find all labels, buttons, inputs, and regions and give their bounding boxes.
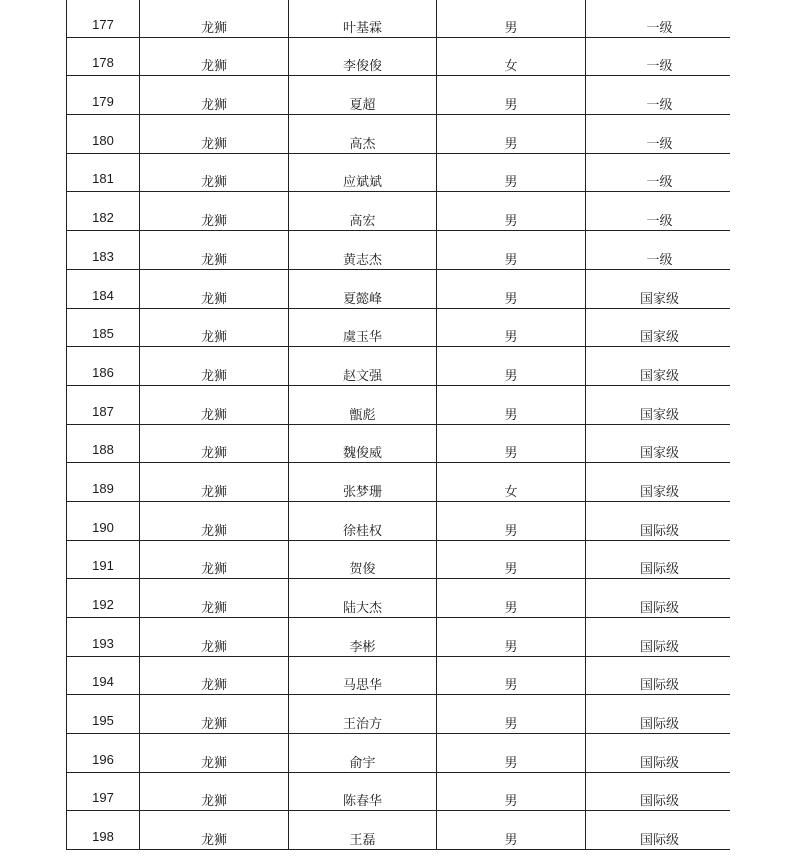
gender-cell	[437, 385, 586, 424]
level-cell	[586, 734, 731, 773]
gender-cell	[437, 269, 586, 308]
row-number-cell	[67, 192, 140, 231]
row-number-cell	[67, 308, 140, 347]
event-cell	[140, 115, 289, 154]
table-row	[67, 811, 731, 850]
row-number-cell-text: 189	[92, 480, 114, 496]
person-name-cell-text: 高杰	[349, 136, 376, 152]
level-cell-text: 国际级	[639, 678, 679, 694]
row-number-cell-text: 193	[92, 635, 114, 651]
row-number-cell-text: 178	[92, 55, 114, 71]
row-number-cell	[67, 618, 140, 657]
event-cell	[140, 385, 289, 424]
person-name-cell-text: 夏懿峰	[342, 291, 382, 307]
level-cell-text: 一级	[646, 20, 673, 36]
level-cell-text: 国际级	[639, 794, 679, 810]
gender-cell-text: 男	[504, 291, 518, 307]
row-number-cell	[67, 115, 140, 154]
person-name-cell-text: 贺俊	[349, 562, 376, 578]
level-cell-text: 国际级	[639, 639, 679, 655]
event-cell-text: 龙狮	[200, 368, 227, 384]
row-number-cell-text: 177	[92, 16, 114, 32]
table-row	[67, 540, 731, 579]
row-number-cell-text: 196	[92, 751, 114, 767]
person-name-cell-text: 马思华	[342, 678, 382, 694]
event-cell-text: 龙狮	[200, 291, 227, 307]
gender-cell-text: 男	[504, 330, 518, 346]
person-name-cell	[289, 115, 437, 154]
person-name-cell-text: 陆大杰	[342, 601, 382, 616]
row-number-cell-text: 195	[92, 713, 114, 729]
level-cell	[586, 385, 731, 424]
gender-cell	[437, 347, 586, 386]
gender-cell	[437, 115, 586, 154]
row-number-cell-text: 183	[92, 248, 114, 264]
gender-cell	[437, 811, 586, 850]
level-cell-text: 一级	[646, 59, 673, 75]
person-name-cell-text: 俞宇	[349, 755, 376, 771]
gender-cell	[437, 656, 586, 695]
event-cell-text: 龙狮	[200, 678, 227, 694]
level-cell	[586, 269, 731, 308]
referee-roster-table	[66, 0, 730, 850]
level-cell-text: 国际级	[639, 833, 679, 849]
table-row	[67, 695, 731, 734]
row-number-cell	[67, 424, 140, 463]
row-number-cell	[67, 695, 140, 734]
event-cell-text: 龙狮	[200, 562, 227, 578]
row-number-cell	[67, 772, 140, 811]
row-number-cell-text: 198	[92, 829, 114, 845]
level-cell-text: 国际级	[639, 601, 679, 616]
event-cell-text: 龙狮	[200, 136, 227, 152]
person-name-cell-text: 应斌斌	[342, 175, 382, 191]
level-cell-text: 国际级	[639, 523, 679, 539]
gender-cell-text: 男	[504, 562, 518, 578]
level-cell	[586, 115, 731, 154]
level-cell	[586, 618, 731, 657]
gender-cell	[437, 734, 586, 773]
event-cell-text: 龙狮	[200, 446, 227, 462]
person-name-cell	[289, 153, 437, 192]
row-number-cell	[67, 811, 140, 850]
level-cell	[586, 231, 731, 270]
row-number-cell-text: 181	[92, 171, 114, 187]
table-row	[67, 308, 731, 347]
row-number-cell-text: 180	[92, 132, 114, 148]
gender-cell-text: 男	[504, 98, 518, 114]
person-name-cell-text: 王磊	[349, 833, 376, 849]
gender-cell	[437, 772, 586, 811]
event-cell-text: 龙狮	[200, 639, 227, 655]
row-number-cell-text: 190	[92, 519, 114, 535]
level-cell-text: 一级	[646, 98, 673, 114]
event-cell-text: 龙狮	[200, 330, 227, 346]
event-cell	[140, 308, 289, 347]
event-cell-text: 龙狮	[200, 252, 227, 268]
level-cell-text: 国家级	[639, 291, 679, 307]
gender-cell	[437, 579, 586, 618]
person-name-cell	[289, 540, 437, 579]
row-number-cell	[67, 734, 140, 773]
row-number-cell-text: 179	[92, 94, 114, 110]
table-row	[67, 347, 731, 386]
person-name-cell-text: 夏超	[349, 98, 376, 114]
table-row	[67, 734, 731, 773]
person-name-cell	[289, 734, 437, 773]
table-row	[67, 76, 731, 115]
event-cell-text: 龙狮	[200, 214, 227, 230]
gender-cell-text: 男	[504, 717, 518, 733]
person-name-cell-text: 高宏	[349, 214, 376, 230]
level-cell-text: 一级	[646, 136, 673, 152]
person-name-cell	[289, 656, 437, 695]
row-number-cell	[67, 0, 140, 37]
event-cell-text: 龙狮	[200, 98, 227, 114]
level-cell	[586, 772, 731, 811]
level-cell	[586, 347, 731, 386]
level-cell-text: 国家级	[639, 446, 679, 462]
row-number-cell-text: 197	[92, 790, 114, 806]
level-cell	[586, 192, 731, 231]
gender-cell-text: 男	[504, 755, 518, 771]
person-name-cell	[289, 579, 437, 618]
gender-cell-text: 男	[504, 136, 518, 152]
level-cell	[586, 695, 731, 734]
event-cell	[140, 0, 289, 37]
row-number-cell	[67, 540, 140, 579]
level-cell	[586, 463, 731, 502]
gender-cell	[437, 424, 586, 463]
event-cell	[140, 424, 289, 463]
row-number-cell-text: 187	[92, 403, 114, 419]
row-number-cell-text: 185	[92, 326, 114, 342]
level-cell-text: 国际级	[639, 755, 679, 771]
table-row	[67, 269, 731, 308]
event-cell	[140, 76, 289, 115]
event-cell-text: 龙狮	[200, 175, 227, 191]
row-number-cell	[67, 501, 140, 540]
event-cell	[140, 501, 289, 540]
event-cell-text: 龙狮	[200, 523, 227, 539]
person-name-cell-text: 虞玉华	[342, 330, 382, 346]
person-name-cell	[289, 269, 437, 308]
person-name-cell-text: 王治方	[342, 717, 382, 733]
row-number-cell-text: 194	[92, 674, 114, 690]
gender-cell	[437, 618, 586, 657]
person-name-cell-text: 陈春华	[342, 794, 382, 810]
person-name-cell-text: 黄志杰	[342, 252, 382, 268]
event-cell	[140, 579, 289, 618]
gender-cell	[437, 76, 586, 115]
gender-cell-text: 男	[504, 407, 518, 423]
table-row	[67, 115, 731, 154]
gender-cell	[437, 695, 586, 734]
gender-cell	[437, 37, 586, 76]
row-number-cell	[67, 385, 140, 424]
person-name-cell	[289, 618, 437, 657]
event-cell	[140, 269, 289, 308]
person-name-cell-text: 甑彪	[349, 407, 376, 423]
event-cell	[140, 656, 289, 695]
event-cell	[140, 695, 289, 734]
row-number-cell	[67, 76, 140, 115]
gender-cell-text: 男	[504, 368, 518, 384]
gender-cell	[437, 540, 586, 579]
level-cell	[586, 76, 731, 115]
level-cell-text: 一级	[646, 214, 673, 230]
event-cell-text: 龙狮	[200, 833, 227, 849]
row-number-cell-text: 182	[92, 210, 114, 226]
gender-cell-text: 男	[504, 523, 518, 539]
level-cell-text: 国际级	[639, 562, 679, 578]
gender-cell	[437, 501, 586, 540]
roster-table-body	[67, 0, 731, 850]
table-row	[67, 231, 731, 270]
gender-cell-text: 男	[504, 214, 518, 230]
gender-cell	[437, 192, 586, 231]
gender-cell-text: 男	[504, 794, 518, 810]
row-number-cell	[67, 463, 140, 502]
gender-cell	[437, 308, 586, 347]
gender-cell-text: 女	[504, 484, 518, 500]
gender-cell-text: 男	[504, 252, 518, 268]
level-cell	[586, 501, 731, 540]
row-number-cell	[67, 269, 140, 308]
event-cell	[140, 347, 289, 386]
row-number-cell-text: 184	[92, 287, 114, 303]
person-name-cell	[289, 231, 437, 270]
event-cell	[140, 540, 289, 579]
person-name-cell-text: 徐桂权	[342, 523, 382, 539]
table-row	[67, 618, 731, 657]
event-cell	[140, 463, 289, 502]
person-name-cell	[289, 308, 437, 347]
table-row	[67, 656, 731, 695]
row-number-cell	[67, 347, 140, 386]
gender-cell	[437, 0, 586, 37]
gender-cell-text: 男	[504, 639, 518, 655]
event-cell	[140, 231, 289, 270]
gender-cell	[437, 463, 586, 502]
row-number-cell-text: 186	[92, 364, 114, 380]
person-name-cell	[289, 695, 437, 734]
gender-cell-text: 男	[504, 833, 518, 849]
event-cell-text: 龙狮	[200, 407, 227, 423]
event-cell	[140, 734, 289, 773]
row-number-cell-text: 188	[92, 442, 114, 458]
person-name-cell-text: 叶基霖	[342, 20, 382, 36]
row-number-cell	[67, 153, 140, 192]
row-number-cell	[67, 37, 140, 76]
person-name-cell	[289, 501, 437, 540]
gender-cell-text: 男	[504, 20, 518, 36]
event-cell	[140, 37, 289, 76]
person-name-cell	[289, 811, 437, 850]
level-cell-text: 国家级	[639, 330, 679, 346]
person-name-cell-text: 魏俊威	[342, 446, 382, 462]
level-cell-text: 一级	[646, 252, 673, 268]
event-cell-text: 龙狮	[200, 484, 227, 500]
event-cell-text: 龙狮	[200, 601, 227, 616]
event-cell	[140, 618, 289, 657]
person-name-cell-text: 李俊俊	[342, 59, 382, 75]
event-cell	[140, 192, 289, 231]
event-cell	[140, 811, 289, 850]
table-row	[67, 192, 731, 231]
level-cell	[586, 656, 731, 695]
level-cell	[586, 37, 731, 76]
row-number-cell	[67, 656, 140, 695]
level-cell-text: 一级	[646, 175, 673, 191]
level-cell	[586, 540, 731, 579]
level-cell-text: 国际级	[639, 717, 679, 733]
gender-cell-text: 男	[504, 446, 518, 462]
person-name-cell	[289, 37, 437, 76]
person-name-cell	[289, 76, 437, 115]
level-cell	[586, 308, 731, 347]
table-row	[67, 153, 731, 192]
gender-cell-text: 男	[504, 678, 518, 694]
person-name-cell-text: 赵文强	[342, 368, 382, 384]
level-cell	[586, 0, 731, 37]
table-row	[67, 579, 731, 618]
person-name-cell	[289, 463, 437, 502]
event-cell-text: 龙狮	[200, 59, 227, 75]
table-row	[67, 424, 731, 463]
person-name-cell-text: 李彬	[349, 639, 376, 655]
level-cell	[586, 811, 731, 850]
gender-cell	[437, 153, 586, 192]
person-name-cell-text: 张梦珊	[342, 484, 382, 500]
event-cell-text: 龙狮	[200, 20, 227, 36]
gender-cell	[437, 231, 586, 270]
document-page	[66, 0, 730, 866]
person-name-cell	[289, 192, 437, 231]
table-row	[67, 37, 731, 76]
table-row	[67, 501, 731, 540]
level-cell-text: 国家级	[639, 368, 679, 384]
table-row	[67, 463, 731, 502]
gender-cell-text: 男	[504, 601, 518, 616]
level-cell	[586, 424, 731, 463]
level-cell-text: 国家级	[639, 484, 679, 500]
event-cell	[140, 153, 289, 192]
table-row	[67, 385, 731, 424]
level-cell	[586, 153, 731, 192]
gender-cell-text: 女	[504, 59, 518, 75]
event-cell-text: 龙狮	[200, 755, 227, 771]
row-number-cell-text: 192	[92, 597, 114, 612]
person-name-cell	[289, 385, 437, 424]
table-row	[67, 0, 731, 37]
person-name-cell	[289, 347, 437, 386]
gender-cell-text: 男	[504, 175, 518, 191]
person-name-cell	[289, 424, 437, 463]
person-name-cell	[289, 0, 437, 37]
level-cell	[586, 579, 731, 618]
level-cell-text: 国家级	[639, 407, 679, 423]
row-number-cell	[67, 231, 140, 270]
event-cell	[140, 772, 289, 811]
row-number-cell	[67, 579, 140, 618]
event-cell-text: 龙狮	[200, 717, 227, 733]
person-name-cell	[289, 772, 437, 811]
row-number-cell-text: 191	[92, 558, 114, 574]
table-row	[67, 772, 731, 811]
event-cell-text: 龙狮	[200, 794, 227, 810]
